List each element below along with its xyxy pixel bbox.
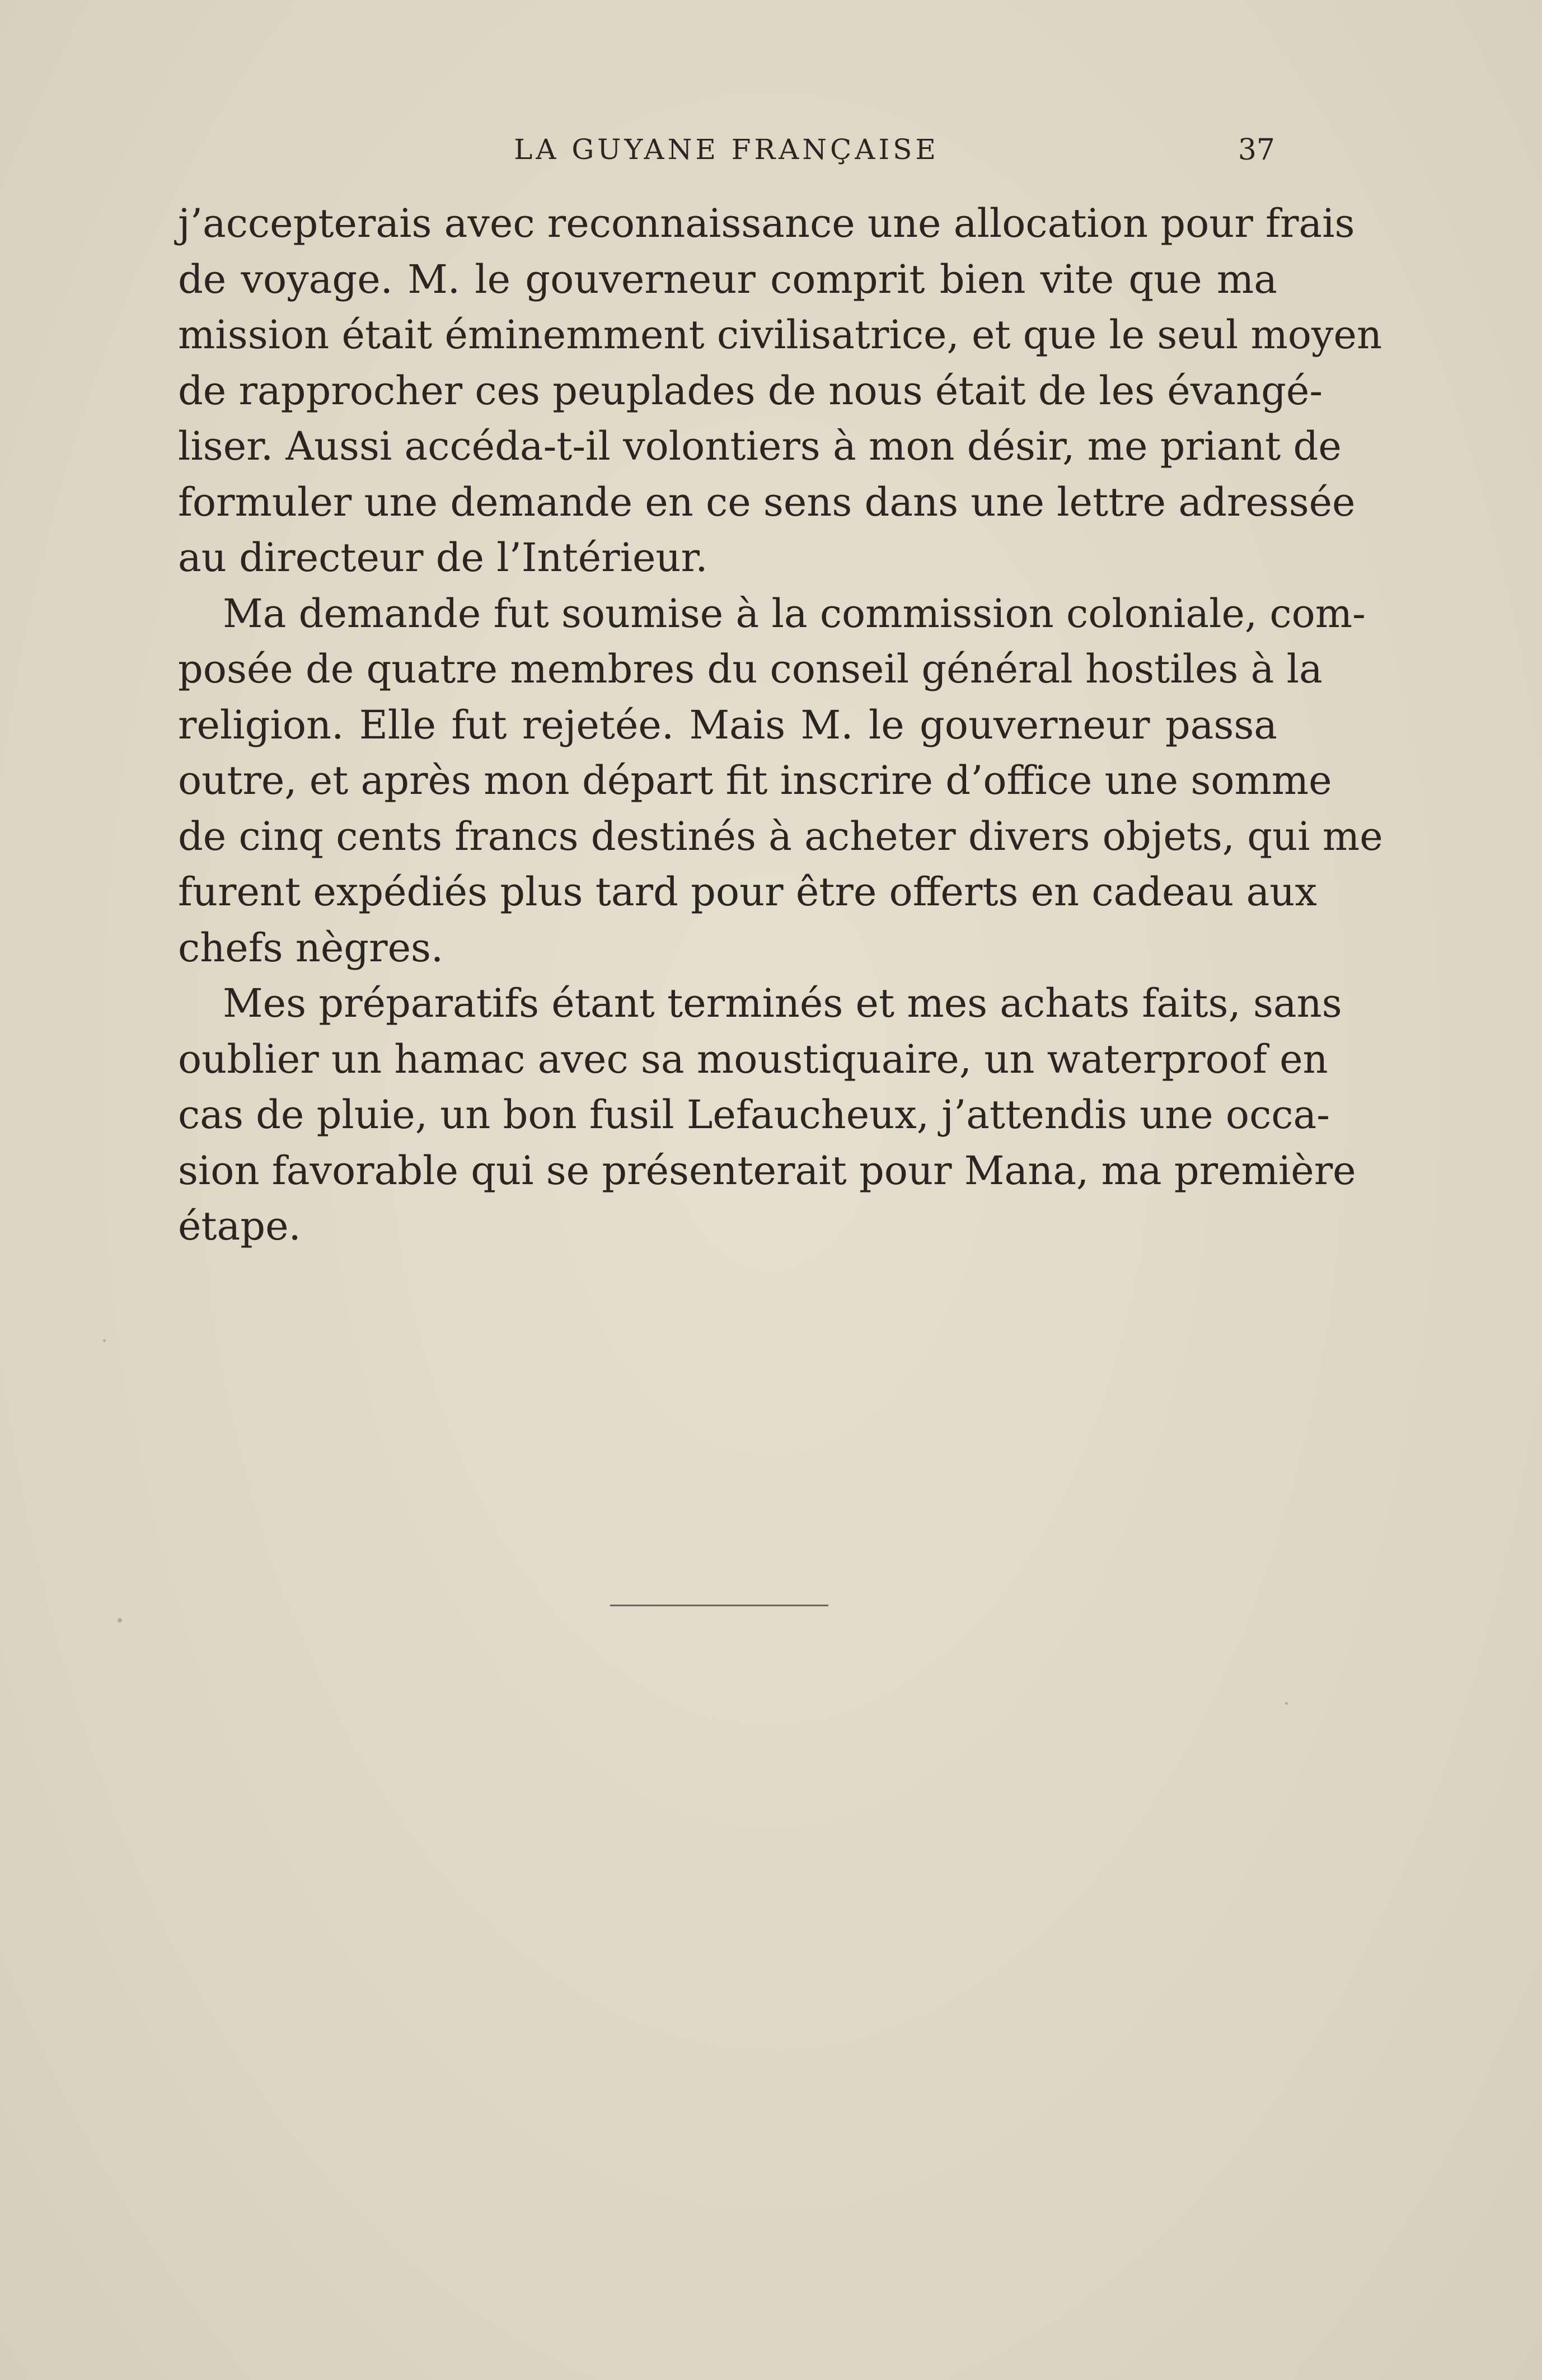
paragraph-3-line-4: sion favorable qui se présenterait pour Mana, ma première xyxy=(178,1147,1356,1194)
paragraph-1-line-2: de voyage. M. le gouverneur comprit bien vite que ma xyxy=(178,256,1277,302)
paragraph-1-line-7: au directeur de l’Intérieur. xyxy=(178,535,708,581)
paragraph-2-line-6: furent expédiés plus tard pour être offerts en cadeau aux xyxy=(178,869,1317,915)
page-number: 37 xyxy=(1238,133,1275,167)
running-head xyxy=(178,133,1275,178)
paragraph-2-line-3: religion. Elle fut rejetée. Mais M. le gouverneur passa xyxy=(178,702,1277,748)
paragraph-1-line-4: de rapprocher ces peuplades de nous était de les évangé- xyxy=(178,367,1323,414)
paragraph-3-line-2: oublier un hamac avec sa moustiquaire, un waterproof en xyxy=(178,1036,1328,1082)
paragraph-3-line-3: cas de pluie, un bon fusil Lefaucheux, j’attendis une occa- xyxy=(178,1092,1330,1138)
paper-speck xyxy=(1285,1702,1288,1705)
paper-speck xyxy=(103,1339,106,1342)
paragraph-2-line-2: posée de quatre membres du conseil général hostiles à la xyxy=(178,646,1323,692)
paragraph-2-line-1: Ma demande fut soumise à la commission coloniale, com- xyxy=(223,590,1366,637)
running-title: LA GUYANE FRANÇAISE xyxy=(514,133,939,166)
paragraph-2-line-4: outre, et après mon départ fit inscrire d’office une somme xyxy=(178,758,1332,803)
paragraph-1-line-6: formuler une demande en ce sens dans une lettre adressée xyxy=(178,479,1356,525)
chapter-end-rule xyxy=(610,1605,828,1606)
paragraph-3-line-5: étape. xyxy=(178,1203,301,1249)
paragraph-1-line-3: mission était éminemment civilisatrice, et que le seul moyen xyxy=(178,312,1382,358)
paragraph-2-line-5: de cinq cents francs destinés à acheter divers objets, qui me xyxy=(178,813,1383,859)
paper-speck xyxy=(118,1618,122,1622)
paragraph-2-line-7: chefs nègres. xyxy=(178,924,444,971)
paragraph-1-line-5: liser. Aussi accéda-t-il volontiers à mon désir, me priant de xyxy=(178,423,1342,469)
body-text xyxy=(178,196,1383,1255)
paragraph-3-line-1: Mes préparatifs étant terminés et mes achats faits, sans xyxy=(223,980,1342,1026)
paragraph-1-line-1: j’accepterais avec reconnaissance une allocation pour frais xyxy=(178,200,1355,246)
